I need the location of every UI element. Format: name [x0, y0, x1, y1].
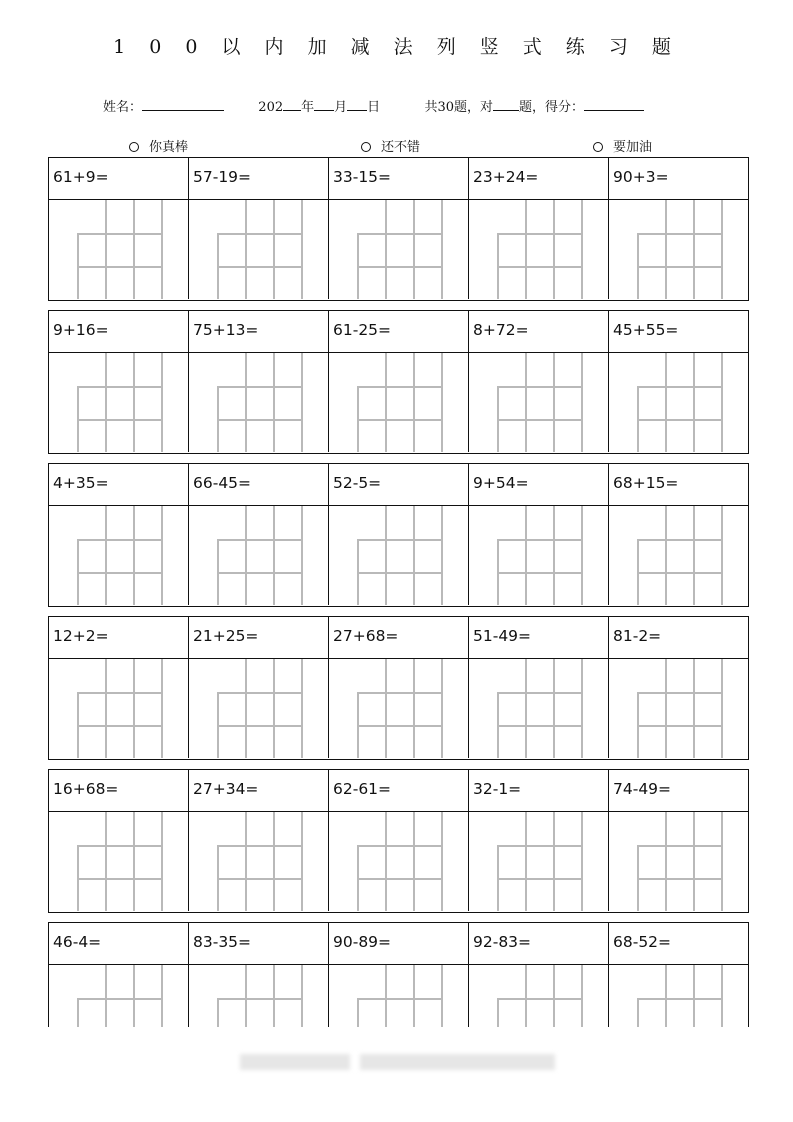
- guide-line: [105, 965, 107, 1027]
- guide-line: [637, 572, 722, 574]
- vertical-calculation-area[interactable]: [189, 659, 328, 758]
- year-suffix: 年: [301, 100, 315, 115]
- guide-line: [357, 572, 442, 574]
- problem-cell: [329, 770, 469, 911]
- guide-line: [77, 539, 162, 541]
- guide-line: [77, 386, 162, 388]
- vertical-calculation-area[interactable]: [609, 659, 749, 758]
- guide-line: [637, 266, 722, 268]
- guide-line: [245, 965, 247, 1027]
- vertical-calculation-area[interactable]: [189, 353, 328, 452]
- guide-line: [441, 200, 443, 299]
- guide-line: [77, 419, 162, 421]
- guide-line: [721, 506, 723, 605]
- guide-line: [497, 725, 582, 727]
- vertical-calculation-area[interactable]: [329, 965, 468, 1027]
- guide-line: [357, 419, 442, 421]
- rating-label: 要加油: [613, 140, 653, 155]
- guide-line: [721, 353, 723, 452]
- problem-text: 74-49=: [613, 780, 672, 798]
- vertical-calculation-area[interactable]: [469, 200, 608, 299]
- problem-cell: [329, 158, 469, 299]
- guide-line: [665, 353, 667, 452]
- problem-cell: [609, 464, 749, 605]
- problem-cell: [49, 770, 189, 911]
- vertical-calculation-area[interactable]: [329, 812, 468, 911]
- guide-line: [105, 506, 107, 605]
- vertical-calculation-area[interactable]: [189, 965, 328, 1027]
- guide-line: [105, 200, 107, 299]
- guide-line: [217, 998, 219, 1027]
- guide-line: [637, 845, 722, 847]
- problem-text: 68+15=: [613, 474, 679, 492]
- guide-line: [301, 353, 303, 452]
- guide-line: [273, 965, 275, 1027]
- problem-text: 16+68=: [53, 780, 119, 798]
- guide-line: [637, 386, 722, 388]
- problem-cell: [329, 464, 469, 605]
- guide-line: [581, 506, 583, 605]
- guide-line: [301, 812, 303, 911]
- problem-text: 45+55=: [613, 321, 679, 339]
- problem-text: 83-35=: [193, 933, 252, 951]
- guide-line: [693, 965, 695, 1027]
- guide-line: [133, 659, 135, 758]
- guide-line: [637, 233, 722, 235]
- guide-line: [357, 878, 442, 880]
- problem-text: 51-49=: [473, 627, 532, 645]
- guide-line: [553, 965, 555, 1027]
- problem-text: 46-4=: [53, 933, 102, 951]
- guide-line: [581, 200, 583, 299]
- guide-line: [385, 812, 387, 911]
- problem-cell: [609, 923, 749, 1027]
- vertical-calculation-area[interactable]: [469, 353, 608, 452]
- rating-label: 还不错: [381, 140, 421, 155]
- problem-cell: [469, 464, 609, 605]
- guide-line: [357, 266, 442, 268]
- guide-line: [693, 659, 695, 758]
- watermark-blur: [360, 1054, 555, 1070]
- rating-option-try-harder[interactable]: [593, 136, 652, 155]
- guide-line: [497, 386, 582, 388]
- guide-line: [105, 659, 107, 758]
- day-suffix: 日: [367, 100, 381, 115]
- guide-line: [693, 506, 695, 605]
- guide-line: [273, 353, 275, 452]
- guide-line: [721, 965, 723, 1027]
- vertical-calculation-area[interactable]: [49, 812, 188, 911]
- problem-cell: [609, 770, 749, 911]
- guide-line: [637, 692, 722, 694]
- problem-text: 68-52=: [613, 933, 672, 951]
- guide-line: [133, 353, 135, 452]
- guide-line: [385, 659, 387, 758]
- guide-line: [637, 419, 722, 421]
- guide-line: [525, 200, 527, 299]
- guide-line: [357, 725, 442, 727]
- problem-text: 8+72=: [473, 321, 529, 339]
- problem-row: [48, 922, 749, 1027]
- guide-line: [217, 386, 302, 388]
- vertical-calculation-area[interactable]: [49, 659, 188, 758]
- problem-text: 21+25=: [193, 627, 259, 645]
- guide-line: [273, 812, 275, 911]
- guide-line: [693, 353, 695, 452]
- guide-line: [413, 200, 415, 299]
- guide-line: [357, 386, 442, 388]
- problem-text: 27+68=: [333, 627, 399, 645]
- guide-line: [217, 572, 302, 574]
- problem-text: 61+9=: [53, 168, 109, 186]
- circle-icon[interactable]: [361, 142, 371, 152]
- problem-row: [48, 310, 749, 454]
- problem-cell: [49, 158, 189, 299]
- guide-line: [77, 998, 79, 1027]
- guide-line: [161, 353, 163, 452]
- guide-line: [133, 812, 135, 911]
- vertical-calculation-area[interactable]: [469, 812, 608, 911]
- total-label: 共30题，对: [424, 100, 493, 115]
- guide-line: [133, 506, 135, 605]
- problem-text: 12+2=: [53, 627, 109, 645]
- problem-cell: [469, 311, 609, 452]
- vertical-calculation-area[interactable]: [609, 812, 749, 911]
- guide-line: [77, 998, 162, 1000]
- guide-line: [161, 812, 163, 911]
- guide-line: [497, 845, 582, 847]
- guide-line: [77, 572, 162, 574]
- guide-line: [77, 725, 162, 727]
- vertical-calculation-area[interactable]: [49, 965, 188, 1027]
- problem-cell: [329, 617, 469, 758]
- guide-line: [665, 965, 667, 1027]
- guide-line: [581, 965, 583, 1027]
- score-label: 题，得分：: [519, 100, 585, 115]
- rating-option-great[interactable]: [129, 136, 188, 155]
- guide-line: [77, 845, 162, 847]
- guide-line: [721, 659, 723, 758]
- guide-line: [553, 659, 555, 758]
- problem-text: 90+3=: [613, 168, 669, 186]
- guide-line: [301, 200, 303, 299]
- guide-line: [497, 233, 582, 235]
- problem-cell: [189, 770, 329, 911]
- correct-blank[interactable]: [493, 98, 519, 111]
- guide-line: [357, 692, 442, 694]
- guide-line: [497, 692, 582, 694]
- guide-line: [665, 506, 667, 605]
- problem-text: 90-89=: [333, 933, 392, 951]
- vertical-calculation-area[interactable]: [189, 812, 328, 911]
- problem-cell: [189, 923, 329, 1027]
- guide-line: [553, 353, 555, 452]
- problem-cell: [329, 923, 469, 1027]
- guide-line: [301, 659, 303, 758]
- guide-line: [665, 659, 667, 758]
- guide-line: [217, 998, 302, 1000]
- problem-cell: [49, 617, 189, 758]
- problem-cell: [49, 311, 189, 452]
- problem-text: 61-25=: [333, 321, 392, 339]
- guide-line: [497, 572, 582, 574]
- guide-line: [441, 353, 443, 452]
- problem-cell: [469, 770, 609, 911]
- guide-line: [413, 506, 415, 605]
- score-blank[interactable]: [584, 98, 644, 111]
- problem-cell: [189, 158, 329, 299]
- name-label: 姓名：: [103, 100, 143, 115]
- problem-text: 9+54=: [473, 474, 529, 492]
- problem-row: [48, 616, 749, 760]
- guide-line: [441, 659, 443, 758]
- day-blank[interactable]: [347, 98, 367, 111]
- guide-line: [357, 845, 442, 847]
- guide-line: [245, 812, 247, 911]
- guide-line: [217, 419, 302, 421]
- problem-cell: [189, 311, 329, 452]
- guide-line: [301, 506, 303, 605]
- guide-line: [217, 539, 302, 541]
- vertical-calculation-area[interactable]: [189, 200, 328, 299]
- problem-text: 57-19=: [193, 168, 252, 186]
- guide-line: [553, 200, 555, 299]
- year-prefix: 202: [258, 100, 284, 115]
- problem-text: 66-45=: [193, 474, 252, 492]
- rating-label: 你真棒: [149, 140, 189, 155]
- guide-line: [77, 233, 162, 235]
- guide-line: [357, 998, 359, 1027]
- guide-line: [245, 353, 247, 452]
- guide-line: [637, 878, 722, 880]
- guide-line: [385, 506, 387, 605]
- name-blank[interactable]: [142, 98, 224, 111]
- problem-text: 75+13=: [193, 321, 259, 339]
- problem-cell: [49, 923, 189, 1027]
- guide-line: [553, 812, 555, 911]
- problem-text: 27+34=: [193, 780, 259, 798]
- guide-line: [637, 998, 722, 1000]
- vertical-calculation-area[interactable]: [329, 200, 468, 299]
- guide-line: [77, 692, 162, 694]
- guide-line: [357, 998, 442, 1000]
- guide-line: [161, 659, 163, 758]
- guide-line: [413, 965, 415, 1027]
- problem-text: 4+35=: [53, 474, 109, 492]
- guide-line: [721, 200, 723, 299]
- guide-line: [553, 506, 555, 605]
- vertical-calculation-area[interactable]: [469, 506, 608, 605]
- guide-line: [525, 353, 527, 452]
- problem-cell: [189, 617, 329, 758]
- guide-line: [385, 200, 387, 299]
- guide-line: [637, 998, 639, 1027]
- problem-cell: [609, 158, 749, 299]
- problem-cell: [469, 617, 609, 758]
- guide-line: [637, 539, 722, 541]
- guide-line: [525, 812, 527, 911]
- problem-cell: [469, 923, 609, 1027]
- guide-line: [413, 659, 415, 758]
- guide-line: [525, 965, 527, 1027]
- problem-text: 32-1=: [473, 780, 522, 798]
- guide-line: [441, 965, 443, 1027]
- vertical-calculation-area[interactable]: [49, 200, 188, 299]
- problem-row: [48, 157, 749, 301]
- guide-line: [105, 812, 107, 911]
- guide-line: [581, 659, 583, 758]
- guide-line: [441, 506, 443, 605]
- vertical-calculation-area[interactable]: [329, 659, 468, 758]
- problem-text: 92-83=: [473, 933, 532, 951]
- guide-line: [581, 812, 583, 911]
- guide-line: [497, 878, 582, 880]
- guide-line: [637, 725, 722, 727]
- guide-line: [525, 506, 527, 605]
- guide-line: [497, 266, 582, 268]
- problem-text: 81-2=: [613, 627, 662, 645]
- guide-line: [497, 998, 582, 1000]
- problem-row: [48, 463, 749, 607]
- guide-line: [273, 200, 275, 299]
- vertical-calculation-area[interactable]: [329, 353, 468, 452]
- guide-line: [497, 539, 582, 541]
- problem-text: 52-5=: [333, 474, 382, 492]
- guide-line: [217, 692, 302, 694]
- guide-line: [357, 539, 442, 541]
- guide-line: [133, 200, 135, 299]
- problem-cell: [329, 311, 469, 452]
- problem-grid: [48, 157, 749, 1027]
- problem-cell: [469, 158, 609, 299]
- circle-icon[interactable]: [593, 142, 603, 152]
- problem-text: 33-15=: [333, 168, 392, 186]
- problem-text: 23+24=: [473, 168, 539, 186]
- guide-line: [357, 233, 442, 235]
- guide-line: [245, 659, 247, 758]
- guide-line: [413, 812, 415, 911]
- guide-line: [385, 353, 387, 452]
- guide-line: [413, 353, 415, 452]
- student-info-line: [103, 96, 644, 115]
- problem-text: 9+16=: [53, 321, 109, 339]
- year-blank[interactable]: [283, 98, 301, 111]
- guide-line: [245, 200, 247, 299]
- problem-row: [48, 769, 749, 913]
- guide-line: [217, 266, 302, 268]
- vertical-calculation-area[interactable]: [189, 506, 328, 605]
- guide-line: [693, 812, 695, 911]
- guide-line: [245, 506, 247, 605]
- guide-line: [217, 878, 302, 880]
- page-title: 1 0 0 以 内 加 减 法 列 竖 式 练 习 题: [113, 36, 680, 58]
- month-blank[interactable]: [314, 98, 334, 111]
- guide-line: [385, 965, 387, 1027]
- guide-line: [217, 845, 302, 847]
- guide-line: [721, 812, 723, 911]
- problem-cell: [189, 464, 329, 605]
- guide-line: [581, 353, 583, 452]
- rating-option-good[interactable]: [361, 136, 420, 155]
- guide-line: [105, 353, 107, 452]
- guide-line: [77, 266, 162, 268]
- guide-line: [217, 233, 302, 235]
- problem-cell: [609, 617, 749, 758]
- guide-line: [161, 506, 163, 605]
- problem-cell: [609, 311, 749, 452]
- vertical-calculation-area[interactable]: [49, 506, 188, 605]
- guide-line: [133, 965, 135, 1027]
- circle-icon[interactable]: [129, 142, 139, 152]
- guide-line: [525, 659, 527, 758]
- watermark-blur: [240, 1054, 350, 1070]
- guide-line: [497, 419, 582, 421]
- guide-line: [217, 725, 302, 727]
- month-suffix: 月: [334, 100, 348, 115]
- guide-line: [161, 200, 163, 299]
- vertical-calculation-area[interactable]: [469, 965, 608, 1027]
- guide-line: [301, 965, 303, 1027]
- guide-line: [665, 200, 667, 299]
- guide-line: [665, 812, 667, 911]
- vertical-calculation-area[interactable]: [609, 353, 749, 452]
- guide-line: [77, 878, 162, 880]
- guide-line: [441, 812, 443, 911]
- vertical-calculation-area[interactable]: [609, 200, 749, 299]
- vertical-calculation-area[interactable]: [49, 353, 188, 452]
- vertical-calculation-area[interactable]: [469, 659, 608, 758]
- vertical-calculation-area[interactable]: [609, 965, 749, 1027]
- guide-line: [161, 965, 163, 1027]
- problem-text: 62-61=: [333, 780, 392, 798]
- guide-line: [497, 998, 499, 1027]
- guide-line: [693, 200, 695, 299]
- problem-cell: [49, 464, 189, 605]
- vertical-calculation-area[interactable]: [609, 506, 749, 605]
- vertical-calculation-area[interactable]: [329, 506, 468, 605]
- guide-line: [273, 506, 275, 605]
- guide-line: [273, 659, 275, 758]
